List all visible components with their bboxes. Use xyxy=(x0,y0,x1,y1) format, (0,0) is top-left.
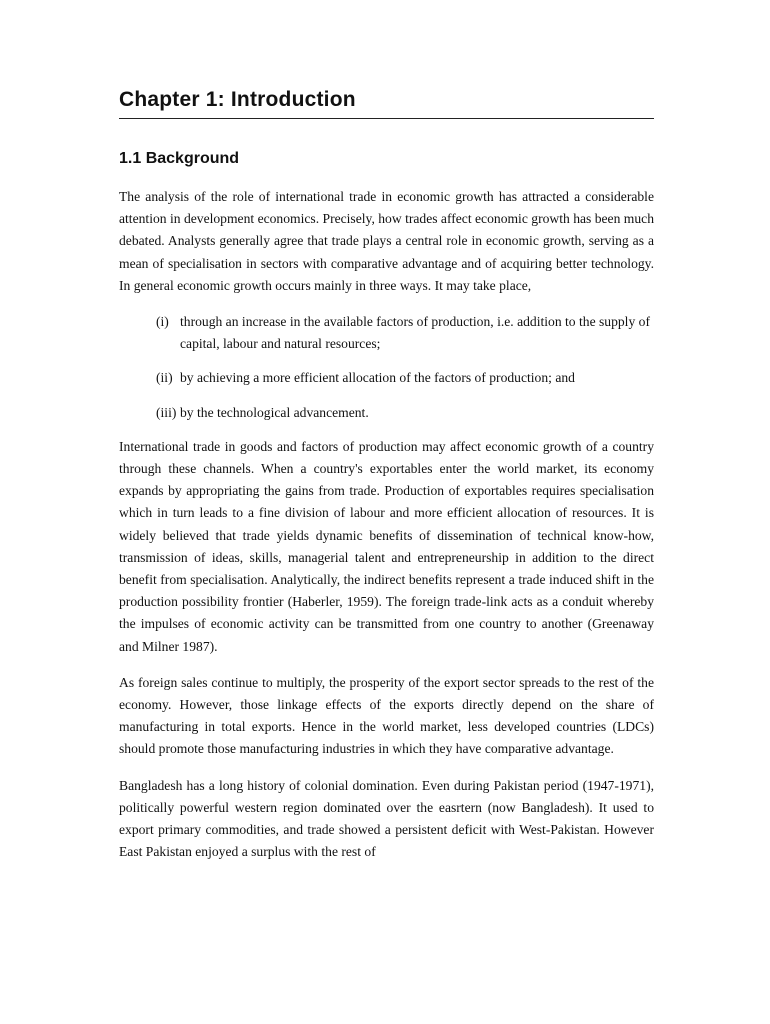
paragraph-intro: The analysis of the role of international trade in economic growth has attracted a considerable attention in development economics. Precisely, how trades affect economic growth has been much debated. Analysts generally agree that trade plays a central role in economic growth, serving as a mean of specialisation in sectors with comparative advantage and of acquiring better technology. In general economic growth occurs mainly in three ways. It may take place, xyxy=(119,189,654,293)
list-marker: (iii) xyxy=(156,404,177,420)
paragraph-bangladesh: Bangladesh has a long history of colonial domination. Even during Pakistan period (1947-1971), politically powerful western region dominated over the easrtern (now Bangladesh). It used to export primary commodities, and trade showed a persistent deficit with West-Pakistan. However East Pakistan enjoyed a surplus with the rest of xyxy=(119,777,654,860)
growth-ways-list xyxy=(119,311,654,424)
chapter-title: Chapter 1: Introduction xyxy=(119,88,654,119)
list-item xyxy=(156,311,654,355)
list-item xyxy=(156,402,654,424)
list-item xyxy=(156,367,654,389)
paragraph-foreign-sales: As foreign sales continue to multiply, the prosperity of the export sector spreads to the rest of the economy. However, those linkage effects of the exports directly depend on the share of manufacturing in total exports. Hence in the world market, less developed countries (LDCs) should promote those manufacturing industries in which they have comparative advantage. xyxy=(119,674,654,757)
section-title: 1.1 Background xyxy=(119,150,240,167)
list-item-text: through an increase in the available factors of production, i.e. addition to the supply of capital, labour and natural resources; xyxy=(180,314,650,352)
list-marker: (ii) xyxy=(156,370,173,386)
list-marker: (i) xyxy=(156,314,169,330)
list-item-text: by the technological advancement. xyxy=(180,404,369,420)
paragraph-trade-channels: International trade in goods and factors of production may affect economic growth of a country through these channels. When a country's exportables enter the world market, its economy expands by appropriating the gains from trade. Production of exportables requires specialisation which in turn leads to a fine division of labour and more efficient allocation of resources. It is widely believed that trade yields dynamic benefits of dissemination of technical know-how, transmission of ideas, skills, managerial talent and entrepreneurship in addition to the direct benefit from specialisation. Analytically, the indirect benefits represent a trade induced shift in the production possibility frontier (Haberler, 1959). The foreign trade-link acts as a conduit whereby the impulses of economic activity can be transmitted from one country to another (Greenaway and Milner 1987). xyxy=(119,438,654,654)
list-item-text: by achieving a more efficient allocation of the factors of production; and xyxy=(180,370,575,386)
document-page xyxy=(119,88,654,877)
